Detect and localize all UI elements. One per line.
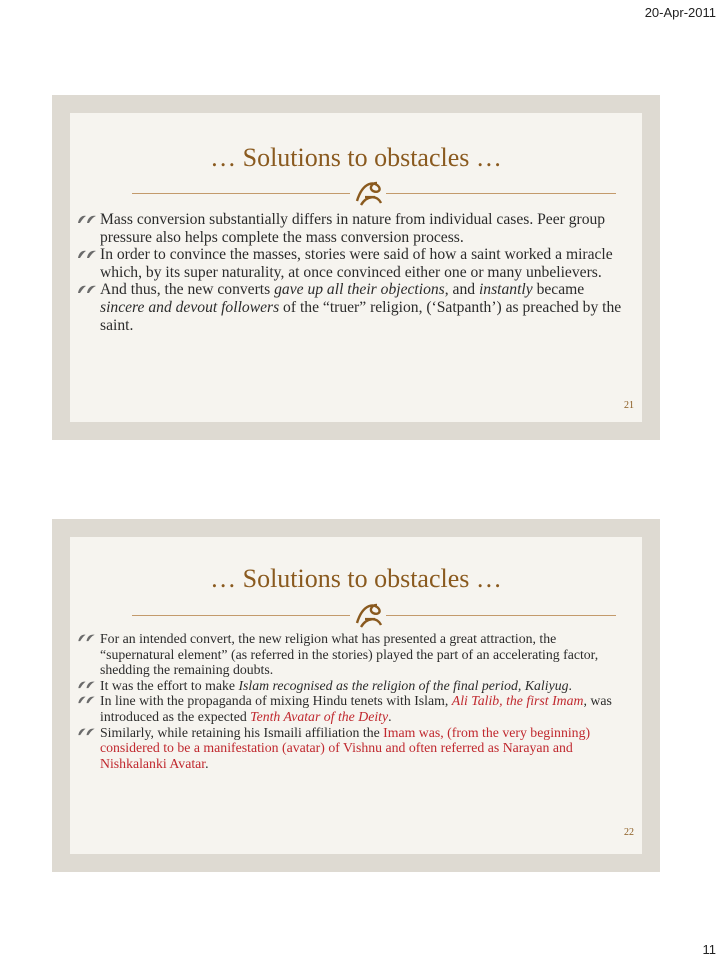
- bullet-item: [76, 211, 622, 246]
- bullet-item: [76, 693, 622, 724]
- bullet-text-run: , was introduced as the expected: [100, 693, 612, 724]
- bullet-text-run: became: [532, 281, 585, 299]
- page-date: 20-Apr-2011: [644, 5, 716, 20]
- bullet-text-run: In line with the propaganda of mixing Hindu tenets with Islam,: [100, 693, 452, 709]
- bullet-text-run: instantly: [478, 281, 533, 299]
- slide-21: [52, 95, 660, 440]
- bullet-text-run: For an intended convert, the new religion what has presented a great attraction, the “supernatural element” (as referred in the stories) played the part of an accelerating factor, shedding the remaining doubts.: [100, 631, 599, 678]
- title-divider-left: [132, 193, 350, 194]
- bullet-text-run: .: [388, 708, 392, 724]
- bullet-item: [76, 246, 622, 281]
- leaf-bullet-icon: [77, 284, 97, 295]
- leaf-bullet-icon: [77, 214, 97, 225]
- bullet-list: [76, 631, 622, 771]
- bullet-item: [76, 725, 622, 772]
- slide-22: [52, 519, 660, 872]
- bullet-text-run: Tenth Avatar of the Deity: [250, 708, 389, 724]
- bullet-text-run: Similarly, while retaining his Ismaili affiliation the: [100, 724, 384, 740]
- slide-number: 21: [624, 400, 634, 411]
- bullet-item: [76, 631, 622, 678]
- flourish-ornament-icon: [353, 599, 385, 631]
- bullet-text-run: .: [205, 755, 209, 771]
- bullet-text-run: And thus, the new converts: [100, 281, 275, 299]
- slide-title: … Solutions to obstacles …: [210, 564, 502, 593]
- leaf-bullet-icon: [77, 727, 96, 737]
- bullet-text-run: Mass conversion substantially differs in nature from individual cases. Peer group pressure also helps complete the mass conversion process.: [100, 211, 606, 246]
- bullet-text-run: sincere and devout followers: [100, 298, 280, 316]
- title-divider-left: [132, 615, 350, 616]
- bullet-text-run: , and: [444, 281, 479, 299]
- bullet-list: [76, 211, 622, 334]
- slide-title: … Solutions to obstacles …: [210, 143, 502, 172]
- bullet-text-run: Islam recognised as the religion of the final period, Kaliyug: [238, 677, 569, 693]
- leaf-bullet-icon: [77, 249, 97, 260]
- slide-number: 22: [624, 827, 634, 838]
- bullet-text-run: of the “truer” religion, (‘Satpanth’) as preached by the saint.: [100, 298, 622, 334]
- bullet-item: [76, 678, 622, 694]
- page-number: 11: [702, 942, 716, 957]
- title-divider-right: [386, 193, 616, 194]
- leaf-bullet-icon: [77, 633, 96, 643]
- bullet-text-run: .: [568, 677, 572, 693]
- bullet-item: [76, 281, 622, 334]
- title-divider-right: [386, 615, 616, 616]
- bullet-text-run: It was the effort to make: [100, 677, 239, 693]
- bullet-text-run: gave up all their objections: [274, 281, 445, 299]
- bullet-text-run: In order to convince the masses, stories were said of how a saint worked a miracle which, by its super naturality, at once convinced either one or many unbelievers.: [100, 246, 613, 281]
- bullet-text-run: Imam was, (from the very beginning) considered to be a manifestation (avatar) of Vishnu and often referred as Narayan and Nishkalanki Avatar: [100, 724, 591, 771]
- flourish-ornament-icon: [353, 177, 385, 209]
- bullet-text-run: Ali Talib, the first Imam: [451, 693, 584, 709]
- leaf-bullet-icon: [77, 695, 96, 705]
- leaf-bullet-icon: [77, 680, 96, 690]
